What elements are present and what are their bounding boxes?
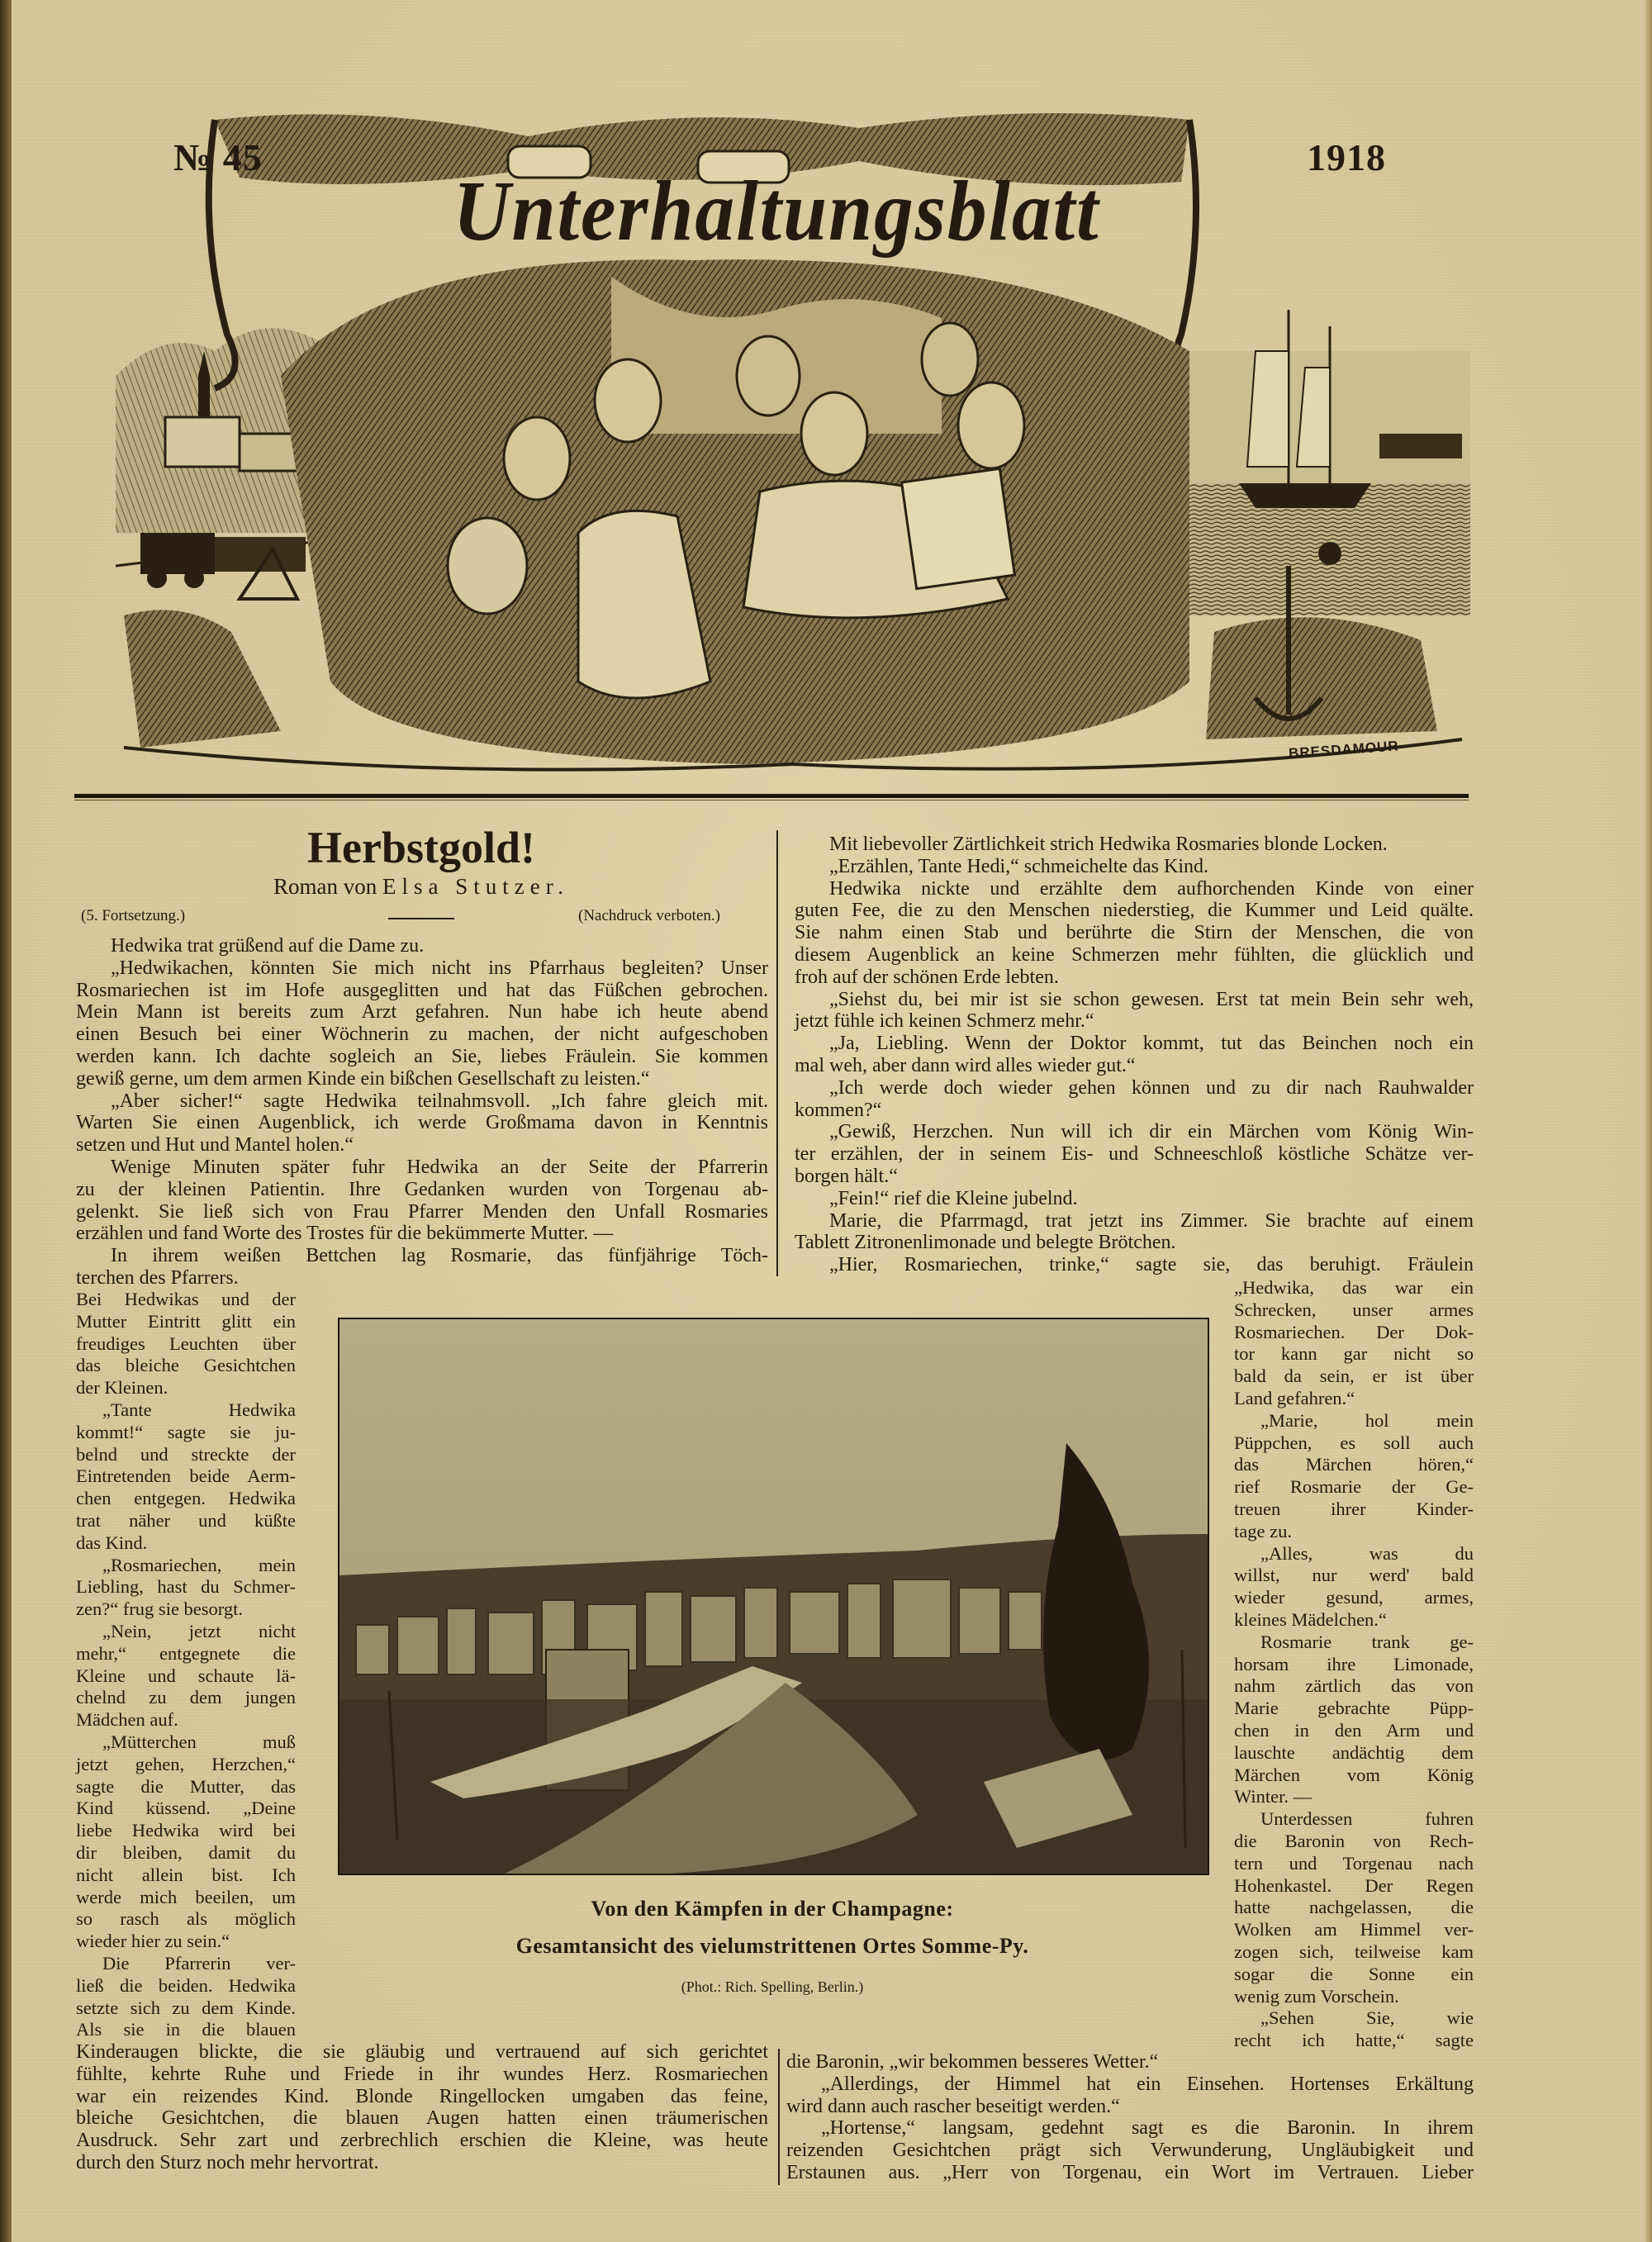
text-line: Kleine und schaute lä- [76, 1665, 296, 1686]
text-line: Wolken am Himmel ver- [1234, 1919, 1474, 1940]
text-line: bald da sein, er ist über [1234, 1366, 1474, 1387]
paragraph [76, 1090, 768, 1157]
text-line: Tablett Zitronenlimonade und belegte Brötchen. [795, 1232, 1176, 1254]
text-line: „Fein!“ rief die Kleine jubelnd. [829, 1187, 1078, 1209]
text-line: Hedwika nickte und erzählte dem aufhorchenden Kinde von einer [829, 877, 1474, 900]
text-line: terchen des Pfarrers. [76, 1266, 239, 1289]
text-line: mehr,“ entgegnete die [76, 1642, 296, 1664]
text-line: „Mütterchen muß [102, 1731, 296, 1752]
column-left-bottom [76, 2041, 768, 2174]
text-line: tage zu. [1234, 1520, 1292, 1541]
text-line: das Märchen hören,“ [1234, 1454, 1474, 1475]
paragraph [76, 2041, 768, 2174]
text-line: Püppchen, es soll auch [1234, 1432, 1474, 1453]
text-line: Land gefahren.“ [1234, 1387, 1355, 1408]
text-line: Liebling, hast du Schmer- [76, 1576, 296, 1598]
column-left-top [76, 935, 768, 1290]
paragraph [1234, 2007, 1474, 2052]
text-line: nahm zärtlich das von [1234, 1675, 1474, 1697]
text-line: „Hedwikachen, könnten Sie mich nicht ins Pfarrhaus begleiten? Unser [111, 957, 768, 979]
text-line: zen?“ frug sie besorgt. [76, 1598, 244, 1620]
paragraph [76, 1731, 296, 1953]
text-line: Die Pfarrerin ver- [102, 1952, 296, 1974]
illustration-signature: BRESDAMOUR [1288, 738, 1400, 762]
text-line: zu der kleinen Patientin. Ihre Gedanken wurden von Torgenau ab- [76, 1178, 768, 1200]
paragraph [76, 957, 768, 1090]
paragraph [1234, 1277, 1474, 1410]
text-line: Eintretenden beide Aerm- [76, 1465, 296, 1487]
newspaper-title: Unterhaltungsblatt [453, 164, 1100, 259]
text-line: recht ich hatte,“ sagte [1234, 2030, 1474, 2051]
text-line: Mein Mann ist bereits zum Arzt gefahren. Nun habe ich heute abend [76, 1001, 768, 1024]
paragraph [795, 1188, 1474, 1210]
text-line: Ausdruck. Sehr zart und zerbrechlich erschien die Kleine, was heute [76, 2130, 768, 2152]
text-line: „Tante Hedwika [102, 1399, 296, 1420]
paragraph [1234, 1632, 1474, 1808]
paragraph [795, 1033, 1474, 1077]
text-line: „Marie, hol mein [1260, 1409, 1474, 1431]
text-line: ter erzählen, der in seinem Eis- und Schneeschloß köstliche Schätze ver- [795, 1143, 1474, 1166]
ruined-village-photo [339, 1319, 1208, 1874]
family-scene [281, 259, 1189, 764]
text-line: wird dann auch rascher beseitigt werden.“ [786, 2095, 1120, 2117]
text-line: setzen und Hut und Mantel holen.“ [76, 1134, 354, 1157]
text-line: chelnd zu dem jungen [76, 1687, 296, 1708]
harbor-vignette [1189, 310, 1470, 739]
text-line: „Hier, Rosmariechen, trinke,“ sagte sie, das beruhigt. Fräulein [829, 1254, 1474, 1276]
paragraph [76, 1953, 296, 2041]
text-line: lauschte andächtig dem [1234, 1741, 1474, 1763]
text-line: willst, nur werd' bald [1234, 1565, 1474, 1586]
text-line: Sie nahm einen Stab und berührte die Stirn der Menschen, die von [795, 922, 1474, 944]
text-line: wieder gesund, armes, [1234, 1587, 1474, 1608]
text-line: Warten Sie einen Augenblick, ich werde Großmama davon in Kenntnis [76, 1112, 768, 1134]
text-line: kommen?“ [795, 1099, 882, 1121]
text-line: Rosmariechen ist im Hofe ausgeglitten und hat das Füßchen gebrochen. [76, 979, 768, 1001]
photo-caption-line1: Von den Kämpfen in der Champagne: [591, 1897, 954, 1921]
paragraph [795, 989, 1474, 1033]
masthead-rule [74, 794, 1469, 798]
text-line: mal weh, aber dann wird alles wieder gut.“ [795, 1054, 1136, 1076]
column-right-top [795, 834, 1474, 1276]
text-line: Winter. — [1234, 1786, 1313, 1807]
text-line: „Erzählen, Tante Hedi,“ schmeichelte das Kind. [829, 855, 1209, 877]
text-line: Kind küssend. „Deine [76, 1798, 296, 1819]
text-line: fühlte, kehrte Ruhe und Friede in ihr wundes Herz. Rosmariechen [76, 2063, 768, 2085]
paragraph [1234, 1543, 1474, 1632]
text-line: „Hortense,“ langsam, gedehnt sagt es die Baronin. In ihrem [821, 2117, 1474, 2140]
text-line: „Alles, was du [1260, 1542, 1474, 1564]
text-line: wenig zum Vorschein. [1234, 1985, 1399, 2007]
column-left-narrow [76, 1289, 296, 2041]
column-right-narrow [1234, 1277, 1474, 2052]
column-divider-top [776, 830, 778, 1276]
paragraph [786, 2073, 1474, 2118]
text-line: nicht allein bist. Ich [76, 1864, 296, 1885]
text-line: sagte die Mutter, das [76, 1775, 296, 1797]
text-line: dir bleiben, damit du [76, 1841, 296, 1863]
photo-caption-line2: Gesamtansicht des vielumstrittenen Ortes Somme-Py. [515, 1934, 1029, 1958]
text-line: Hohenkastel. Der Regen [1234, 1874, 1474, 1896]
text-line: Marie gebrachte Püpp- [1234, 1698, 1474, 1719]
page-binding-edge [0, 0, 12, 2242]
paragraph [76, 1399, 296, 1555]
text-line: sogar die Sonne ein [1234, 1963, 1474, 1984]
text-line: chen in den Arm und [1234, 1719, 1474, 1741]
text-line: freudiges Leuchten über [76, 1332, 296, 1354]
paragraph [795, 1077, 1474, 1122]
text-line: Rosmarie trank ge- [1260, 1631, 1474, 1652]
text-line: so rasch als möglich [76, 1908, 296, 1930]
issue-number: № 45 [173, 136, 263, 178]
paragraph [795, 1210, 1474, 1255]
paragraph [1234, 1410, 1474, 1543]
installment-label: (5. Fortsetzung.) [81, 907, 186, 924]
author-name: Elsa Stutzer. [382, 874, 569, 899]
text-line: das bleiche Gesichtchen [76, 1355, 296, 1376]
text-line: „Ja, Liebling. Wenn der Doktor kommt, tut das Beinchen noch ein [829, 1033, 1474, 1055]
text-line: jetzt gehen, Herzchen,“ [76, 1753, 296, 1774]
paragraph [795, 834, 1474, 856]
text-line: Wenige Minuten später fuhr Hedwika an der Seite der Pfarrerin [111, 1156, 768, 1178]
text-line: Mutter Eintritt glitt ein [76, 1310, 296, 1332]
text-line: einen Besuch bei einer Wöchnerin zu machen, der nicht aufgeschoben [76, 1024, 768, 1046]
paragraph [76, 1157, 768, 1245]
heading-dash [388, 918, 454, 919]
text-line: gewiß gerne, um dem armen Kinde ein bißchen Gesellschaft zu leisten.“ [76, 1067, 650, 1090]
text-line: „Gewiß, Herzchen. Nun will ich dir ein Märchen vom König Win- [829, 1121, 1474, 1143]
text-line: Mädchen auf. [76, 1709, 178, 1731]
text-line: chen entgegen. Hedwika [76, 1488, 296, 1509]
text-line: Kinderaugen blickte, die sie gläubig und vertrauend auf sich gerichtet [76, 2041, 768, 2063]
text-line: kleines Mädelchen.“ [1234, 1608, 1387, 1630]
article-byline [74, 874, 768, 900]
text-line: reizenden Gesichtchen prägt sich Verwunderung, Ungläubigkeit und [786, 2140, 1474, 2162]
column-divider-bottom [778, 2049, 780, 2185]
text-line: Marie, die Pfarrmagd, trat jetzt ins Zimmer. Sie brachte auf einem [829, 1209, 1474, 1232]
text-line: Rosmariechen. Der Dok- [1234, 1321, 1474, 1342]
text-line: belnd und streckte der [76, 1443, 296, 1465]
news-photo-somme-py [338, 1318, 1209, 1875]
paragraph [795, 878, 1474, 989]
text-line: zogen sich, teilweise kam [1234, 1940, 1474, 1962]
reprint-notice: (Nachdruck verboten.) [578, 907, 720, 924]
text-line: Schrecken, unser armes [1234, 1299, 1474, 1320]
text-line: diesem Augenblick an keine Schmerzen mehr fühlten, die glücklich und [795, 943, 1474, 966]
issue-year: 1918 [1307, 136, 1386, 178]
text-line: das Kind. [76, 1532, 148, 1553]
text-line: die Baronin, „wir bekommen besseres Wetter.“ [786, 2051, 1159, 2073]
text-line: trat näher und küßte [76, 1509, 296, 1531]
text-line: die Baronin von Rech- [1234, 1830, 1474, 1851]
page-right-edge [1645, 0, 1652, 2242]
paragraph [795, 1121, 1474, 1187]
text-line: Unterdessen fuhren [1260, 1808, 1474, 1830]
text-line: horsam ihre Limonade, [1234, 1653, 1474, 1674]
column-right-bottom [786, 2051, 1474, 2184]
text-line: „Sehen Sie, wie [1260, 2007, 1474, 2029]
text-line: wieder hier zu sein.“ [76, 1931, 230, 1952]
text-line: werden kann. Ich dachte sogleich an Sie, liebes Fräulein. Sie kommen [76, 1045, 768, 1067]
text-line: gelenkt. Sie ließ sich von Frau Pfarrer Menden den Unfall Rosmaries [76, 1200, 768, 1223]
text-line: „Ich werde doch wieder gehen können und zu dir nach Rauhwalder [829, 1076, 1474, 1099]
text-line: der Kleinen. [76, 1377, 169, 1399]
text-line: kommt!“ sagte sie ju- [76, 1421, 296, 1442]
text-line: Hedwika trat grüßend auf die Dame zu. [111, 935, 425, 957]
text-line: Als sie in die blauen [76, 2019, 296, 2040]
text-line: ließ die beiden. Hedwika [76, 1974, 296, 1996]
paragraph [795, 1254, 1474, 1276]
text-line: „Aber sicher!“ sagte Hedwika teilnahmsvoll. „Ich fahre gleich mit. [111, 1090, 768, 1112]
paragraph [795, 856, 1474, 878]
text-line: In ihrem weißen Bettchen lag Rosmarie, das fünfjährige Töch- [111, 1245, 768, 1267]
paragraph [1234, 1808, 1474, 2007]
text-line: tern und Torgenau nach [1234, 1852, 1474, 1874]
text-line: erzählen und fand Worte des Trostes für die bekümmerte Mutter. — [76, 1223, 614, 1245]
article-headline: Herbstgold! [307, 823, 535, 872]
text-line: Bei Hedwikas und der [76, 1289, 296, 1309]
text-line: „Siehst du, bei mir ist sie schon gewesen. Erst tat mein Bein sehr weh, [829, 988, 1474, 1010]
text-line: guten Fee, die zu den Menschen niederstieg, die Kummer und Leid quälte. [795, 900, 1474, 922]
text-line: Erstaunen aus. „Herr von Torgenau, ein Wort im Vertrauen. Lieber [786, 2161, 1474, 2183]
text-line: tor kann gar nicht so [1234, 1343, 1474, 1365]
text-line: Mit liebevoller Zärtlichkeit strich Hedwika Rosmaries blonde Locken. [829, 834, 1388, 855]
text-line: war ein reizendes Kind. Blonde Ringellocken umgaben das feine, [76, 2085, 768, 2107]
paragraph [76, 1289, 296, 1399]
text-line: jetzt fühle ich keinen Schmerz mehr.“ [795, 1010, 1094, 1033]
paragraph [76, 1621, 296, 1731]
paragraph [76, 935, 768, 957]
photo-credit: (Phot.: Rich. Spelling, Berlin.) [681, 1978, 864, 1995]
paragraph [76, 1555, 296, 1621]
text-line: setzte sich zu dem Kinde. [76, 1997, 296, 2018]
text-line: durch den Sturz noch mehr hervortrat. [76, 2151, 379, 2173]
text-line: borgen hält.“ [795, 1165, 898, 1187]
text-line: werde mich beeilen, um [76, 1886, 296, 1907]
text-line: hatte nachgelassen, die [1234, 1897, 1474, 1918]
paragraph [786, 2117, 1474, 2183]
text-line: liebe Hedwika wird bei [76, 1820, 296, 1841]
text-line: bleiche Gesichtchen, die blauen Augen hatten einen träumerischen [76, 2107, 768, 2130]
text-line: „Nein, jetzt nicht [102, 1620, 296, 1641]
byline-prefix: Roman von [273, 874, 377, 899]
paragraph [76, 1245, 768, 1290]
text-line: froh auf der schönen Erde lebten. [795, 966, 1059, 988]
text-line: „Hedwika, das war ein [1234, 1277, 1474, 1298]
text-line: treuen ihrer Kinder- [1234, 1498, 1474, 1519]
text-line: „Rosmariechen, mein [102, 1554, 296, 1575]
text-line: rief Rosmarie der Ge- [1234, 1476, 1474, 1498]
text-line: Märchen vom König [1234, 1764, 1474, 1785]
text-line: „Allerdings, der Himmel hat ein Einsehen. Hortenses Erkältung [821, 2073, 1474, 2095]
paragraph [786, 2051, 1474, 2073]
